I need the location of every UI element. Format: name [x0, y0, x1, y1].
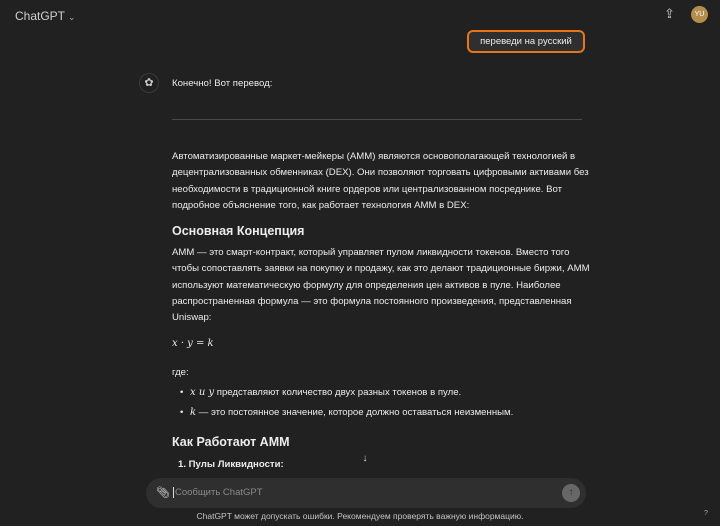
text-line: используют математическую формулу для определения цен активов в пуле. Наиболее: [172, 279, 561, 291]
text-line: децентрализованных обменниках (DEX). Они позволяют торговать цифровыми активами без: [172, 167, 589, 179]
chevron-down-icon: ⌄: [68, 12, 76, 22]
formula: x · y = k: [172, 338, 214, 349]
list-item: 1. Пулы Ликвидности:: [178, 459, 284, 470]
text-line: распространенная формула — это формула постоянного произведения, представленная: [172, 295, 572, 307]
text-line: подробное объяснение того, как работает технология AMM в DEX:: [172, 199, 470, 211]
chatgpt-logo-icon: ✿: [139, 73, 159, 93]
text-line: чтобы сопоставлять заявки на покупку и продажу, как это делают традиционные биржи, AMM: [172, 263, 590, 275]
list-item-text: представляют количество двух разных токенов в пуле.: [214, 387, 462, 398]
text-line: необходимости в традиционной книге ордеров или централизованном посреднике. Вот: [172, 183, 563, 195]
list-item: [190, 405, 610, 421]
scroll-down-button[interactable]: ↓: [362, 453, 368, 464]
math-inline: x и y: [190, 387, 215, 398]
math-inline: k: [190, 407, 197, 418]
text-line: AMM — это смарт-контракт, который управляет пулом ликвидности токенов. Вместо того: [172, 247, 570, 258]
paragraph-2: [172, 245, 592, 326]
message-input[interactable]: Сообщить ChatGPT: [175, 487, 263, 498]
user-message: переведи на русский: [467, 30, 585, 53]
avatar[interactable]: YU: [691, 6, 708, 23]
attach-icon[interactable]: 📎︎: [156, 487, 170, 499]
send-button[interactable]: ↑: [562, 484, 580, 502]
where-label: где:: [172, 367, 189, 378]
paragraph-1: [172, 149, 592, 214]
model-selector[interactable]: [15, 9, 76, 23]
heading-how-amm-work: Как Работают AMM: [172, 435, 290, 449]
assistant-intro: Конечно! Вот перевод:: [172, 78, 273, 89]
text-line: Автоматизированные маркет-мейкеры (AMM) являются основополагающей технологией в: [172, 151, 576, 162]
disclaimer: ChatGPT может допускать ошибки. Рекомендуем проверять важную информацию.: [196, 511, 524, 521]
model-name: ChatGPT: [15, 9, 66, 23]
help-button[interactable]: ?: [704, 510, 708, 517]
share-icon[interactable]: ⇪: [664, 6, 675, 21]
list-item: [190, 385, 610, 401]
divider: [172, 119, 582, 120]
list-item-text: — это постоянное значение, которое должно оставаться неизменным.: [196, 407, 514, 418]
heading-core-concept: Основная Концепция: [172, 224, 305, 238]
text-line: Uniswap:: [172, 312, 212, 324]
